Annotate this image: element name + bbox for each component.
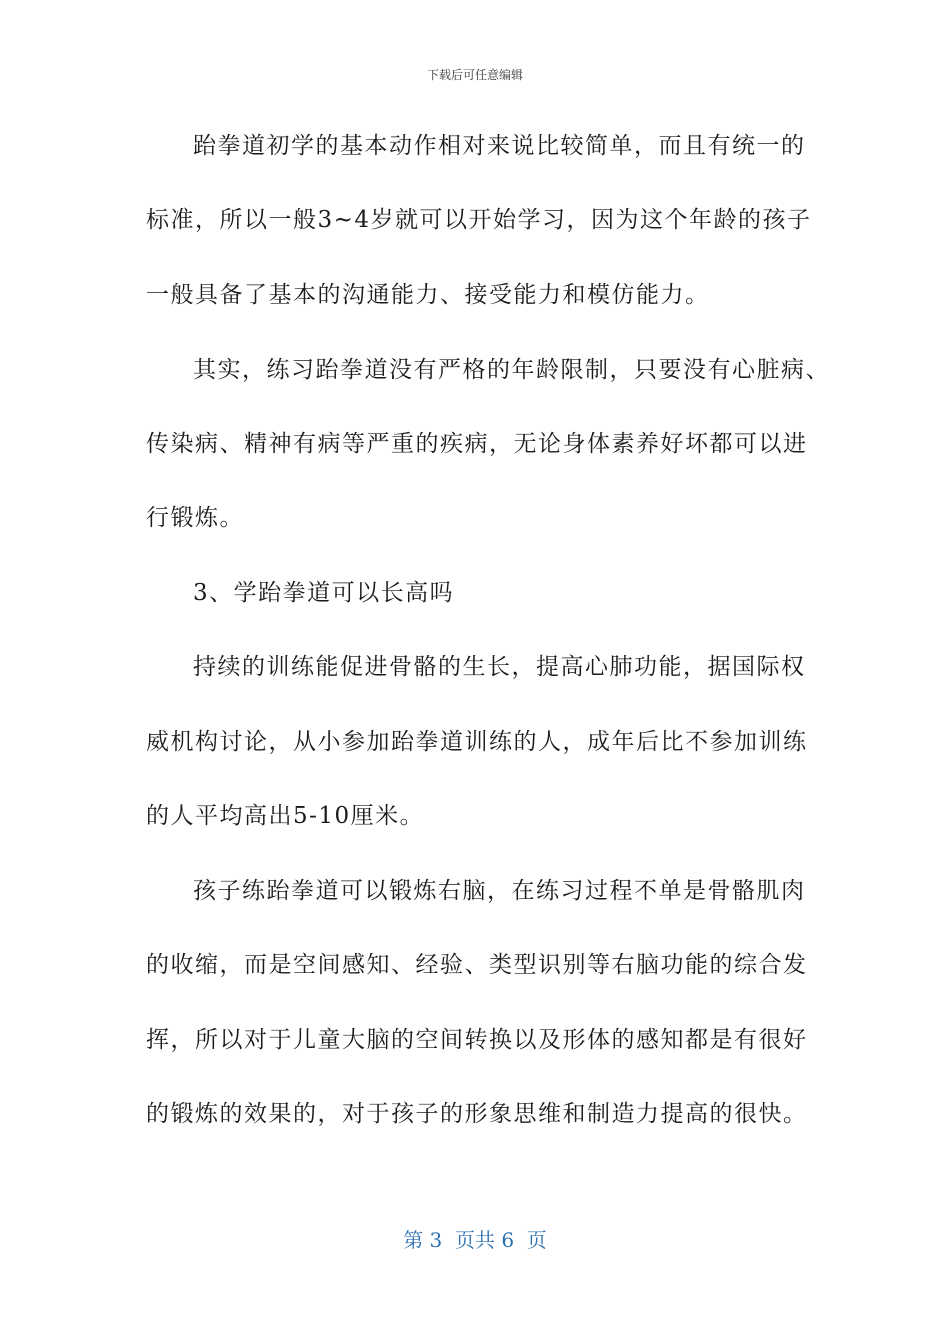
paragraph-1-line-2: 标准，所以一般3~4岁就可以开始学习，因为这个年龄的孩子: [146, 207, 812, 233]
paragraph-3-line-2: 威机构讨论，从小参加跆拳道训练的人，成年后比不参加训练: [146, 729, 808, 755]
section-heading: 3、学跆拳道可以长高吗: [193, 580, 455, 606]
paragraph-3-line-3: 的人平均高出5-10厘米。: [146, 803, 425, 829]
page-number-footer: 第 3 页共 6 页: [403, 1228, 547, 1252]
paragraph-4-line-3: 挥，所以对于儿童大脑的空间转换以及形体的感知都是有很好: [146, 1027, 808, 1053]
paragraph-2-line-2: 传染病、精神有病等严重的疾病，无论身体素养好坏都可以进: [146, 431, 808, 457]
paragraph-3-line-1: 持续的训练能促进骨骼的生长，提高心肺功能，据国际权: [193, 654, 806, 680]
paragraph-2-line-3: 行锻炼。: [146, 505, 244, 531]
paragraph-1-line-3: 一般具备了基本的沟通能力、接受能力和模仿能力。: [146, 282, 710, 308]
paragraph-4-line-2: 的收缩，而是空间感知、经验、类型识别等右脑功能的综合发: [146, 952, 808, 978]
paragraph-1-line-1: 跆拳道初学的基本动作相对来说比较简单，而且有统一的: [193, 133, 806, 159]
page-header-note: 下载后可任意编辑: [426, 68, 523, 82]
paragraph-4-line-4: 的锻炼的效果的，对于孩子的形象思维和制造力提高的很快。: [146, 1101, 808, 1127]
paragraph-4-line-1: 孩子练跆拳道可以锻炼右脑，在练习过程不单是骨骼肌肉: [193, 878, 806, 904]
paragraph-2-line-1: 其实，练习跆拳道没有严格的年龄限制，只要没有心脏病、: [193, 357, 830, 383]
